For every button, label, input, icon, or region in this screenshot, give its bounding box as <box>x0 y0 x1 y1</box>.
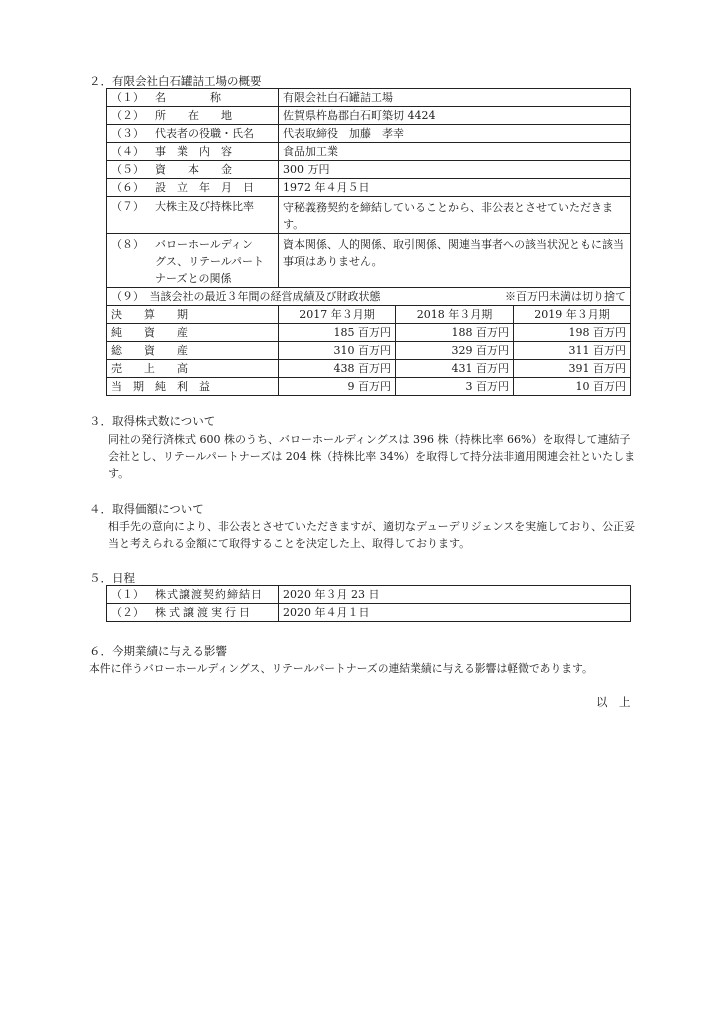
cell: 329 百万円 <box>396 342 514 360</box>
table-row <box>107 324 631 342</box>
section-2-title: ２．有限会社白石罐詰工場の概要 <box>89 74 262 88</box>
table-row: （６） 設 立 年 月 日 1972 年４月５日 <box>107 179 631 197</box>
row-label: 設 立 年 月 日 <box>155 181 254 194</box>
row-value: 300 万円 <box>279 161 631 179</box>
cell: 9 百万円 <box>279 378 396 396</box>
row-value: 有限会社白石罐詰工場 <box>279 89 631 107</box>
row-label: 大株主及び持株比率 <box>155 200 254 213</box>
row-label: 純 資 産 <box>107 324 279 342</box>
row-value: 2020 年３月 23 日 <box>279 586 631 604</box>
financial-note: ※百万円未満は切り捨て <box>505 290 626 303</box>
section-5-title: ５．日程 <box>89 571 135 585</box>
section-3-title: ３．取得株式数について <box>89 414 216 428</box>
table-row: （１） 株式譲渡契約締結日 2020 年３月 23 日 <box>107 586 631 604</box>
row-label-line: バローホールディン <box>155 238 253 251</box>
company-overview-table <box>106 88 631 288</box>
table-row <box>107 360 631 378</box>
row-label: 総 資 産 <box>107 342 279 360</box>
section-3-body: 同社の発行済株式 600 株のうち、バローホールディングスは 396 株（持株比率 66%）を取得して連結子会社とし、リテールパートナーズは 204 株（持株比率 34%）を取得して持分法非適用関連会社といたします。 <box>108 433 636 480</box>
table-row: （２） 所 在 地 佐賀県杵島郡白石町築切 4424 <box>107 107 631 125</box>
schedule-table <box>106 585 631 622</box>
cell: 188 百万円 <box>396 324 514 342</box>
row-value: 代表取締役 加藤 孝幸 <box>279 125 631 143</box>
cell: 10 百万円 <box>514 378 631 396</box>
row-label: 当 期 純 利 益 <box>107 378 279 396</box>
section-4-title: ４．取得価額について <box>89 502 204 516</box>
cell: 391 百万円 <box>514 360 631 378</box>
row-label-line: ナーズとの関係 <box>155 272 232 285</box>
row-label: 資 本 金 <box>155 163 232 176</box>
cell: 431 百万円 <box>396 360 514 378</box>
table-row: （８） バローホールディン グス、リテールパート ナーズとの関係 資本関係、人的関係、取引関係、関連当事者への該当状況ともに該当事項はありません。 <box>107 234 631 288</box>
header-col: 2018 年３月期 <box>396 306 514 324</box>
row-label: 事 業 内 容 <box>155 145 232 158</box>
section-4-body: 相手先の意向により、非公表とさせていただきますが、適切なデューデリジェンスを実施しており、公正妥当と考えられる金額にて取得することを決定した上、取得しております。 <box>108 520 636 550</box>
table-row: （５） 資 本 金 300 万円 <box>107 161 631 179</box>
row-value: 1972 年４月５日 <box>279 179 631 197</box>
row-value: 食品加工業 <box>279 143 631 161</box>
header-label: 決 算 期 <box>107 306 279 324</box>
row-label-line: グス、リテールパート <box>155 255 265 268</box>
row-label: 名 称 <box>155 91 221 104</box>
closing-text: 以 上 <box>596 695 631 709</box>
cell: 311 百万円 <box>514 342 631 360</box>
row-label: 代表者の役職・氏名 <box>155 127 254 140</box>
table-row: （３） 代表者の役職・氏名 代表取締役 加藤 孝幸 <box>107 125 631 143</box>
row-value: 資本関係、人的関係、取引関係、関連当事者への該当状況ともに該当事項はありません。 <box>279 234 631 288</box>
table-row: （４） 事 業 内 容 食品加工業 <box>107 143 631 161</box>
table-row: （７） 大株主及び持株比率 守秘義務契約を締結していることから、非公表とさせていただきます。 <box>107 197 631 234</box>
row-label: 株式譲渡実行日 <box>155 606 253 619</box>
cell: 3 百万円 <box>396 378 514 396</box>
financial-title: （９） 当該会社の最近３年間の経営成績及び財政状態 <box>111 290 381 303</box>
section-6-title: ６．今期業績に与える影響 <box>89 644 227 658</box>
cell: 310 百万円 <box>279 342 396 360</box>
table-row: （１） 名 称 有限会社白石罐詰工場 <box>107 89 631 107</box>
section-6-body: 本件に伴うバローホールディングス、リテールパートナーズの連結業績に与える影響は軽微であります。 <box>89 662 593 675</box>
table-row <box>107 378 631 396</box>
table-row: （２） 株式譲渡実行日 2020 年４月１日 <box>107 604 631 622</box>
cell: 185 百万円 <box>279 324 396 342</box>
row-label: 売 上 高 <box>107 360 279 378</box>
row-value: 2020 年４月１日 <box>279 604 631 622</box>
header-col: 2019 年３月期 <box>514 306 631 324</box>
financial-table <box>106 287 631 396</box>
row-label: 株式譲渡契約締結日 <box>155 588 263 601</box>
table-header-row <box>107 306 631 324</box>
row-value: 佐賀県杵島郡白石町築切 4424 <box>279 107 631 125</box>
row-value: 守秘義務契約を締結していることから、非公表とさせていただきます。 <box>279 197 631 234</box>
header-col: 2017 年３月期 <box>279 306 396 324</box>
cell: 438 百万円 <box>279 360 396 378</box>
cell: 198 百万円 <box>514 324 631 342</box>
table-row <box>107 288 631 306</box>
row-label: 所 在 地 <box>155 109 232 122</box>
table-row <box>107 342 631 360</box>
